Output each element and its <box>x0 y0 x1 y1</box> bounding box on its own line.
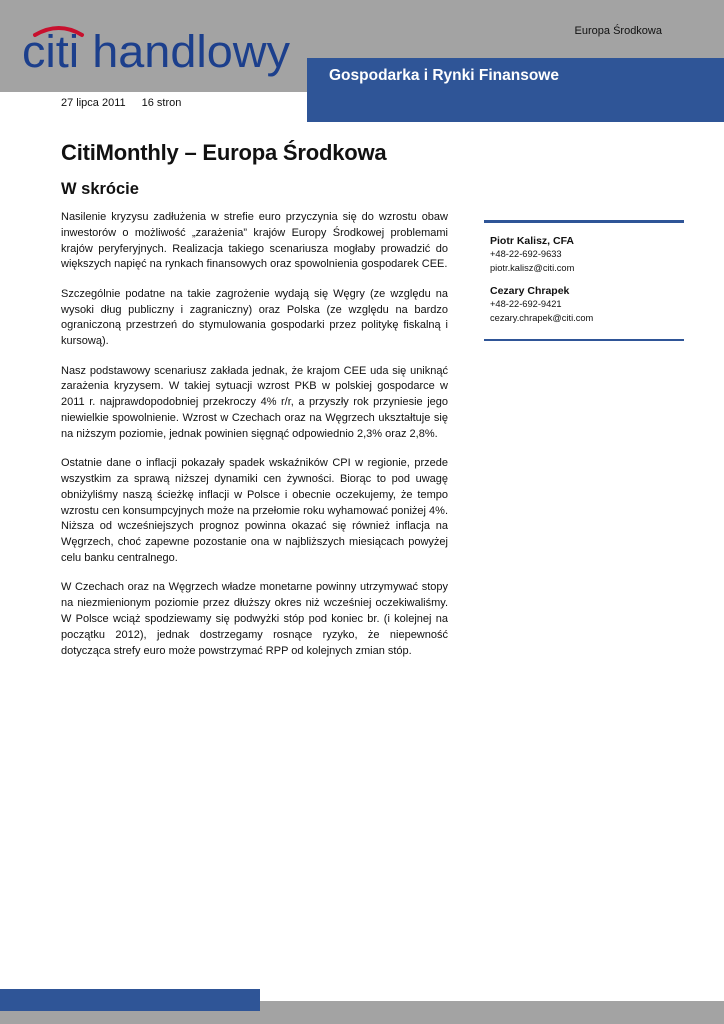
citi-handlowy-logo <box>22 18 294 78</box>
author-contacts <box>484 220 684 341</box>
page-count: 16 stron <box>141 97 182 109</box>
footer-accent-bar <box>0 989 260 1011</box>
paragraph: W Czechach oraz na Węgrzech władze monetarne powinny utrzymywać stopy na niezmienionym poziomie przez dłuższy okres niż wcześniej oczekiwaliśmy. W Polsce wciąż spodziewamy się podwyżki stóp pod koniec br. (i kolejnej na początku 2012), jednak dostrzegamy rosnące ryzyko, że niepewność dotycząca strefy euro może powstrzymać RPP od kolejnych zmian stóp. <box>61 581 448 657</box>
author-phone: +48-22-692-9421 <box>490 299 562 309</box>
section-bar <box>307 58 724 122</box>
author-email[interactable]: cezary.chrapek@citi.com <box>490 312 594 323</box>
document-subtitle: W skrócie <box>61 180 139 198</box>
author-email[interactable]: piotr.kalisz@citi.com <box>490 262 575 273</box>
paragraph: Szczególnie podatne na takie zagrożenie wydają się Węgry (ze względu na wysoki dług publiczny i zagraniczny) oraz Polska (ze względu na bardzo ograniczoną przestrzeń do stymulowania gospodarki przez politykę fiskalną i kursową). <box>61 287 448 348</box>
paragraph: Nasilenie kryzysu zadłużenia w strefie euro przyczynia się do wzrostu obaw inwestorów o możliwość „zarażenia” krajów Europy Środkowej problemami krajów peryferyjnych. Realizacja takiego scenariusza mogłaby prowadzić do większych napięć na rynkach finansowych oraz spowolnienia gospodarek CEE. <box>61 211 448 271</box>
author-entry <box>484 234 684 275</box>
logo-graphic <box>22 18 294 78</box>
author-name: Piotr Kalisz, CFA <box>490 235 575 247</box>
body-text <box>61 210 448 673</box>
section-title: Gospodarka i Rynki Finansowe <box>329 67 559 84</box>
paragraph: Ostatnie dane o inflacji pokazały spadek wskaźników CPI w regionie, przede wszystkim za sprawą niższej dynamiki cen żywności. Biorąc to pod uwagę obniżyliśmy naszą ścieżkę inflacji w Polsce i obecnie oczekujemy, że tempo wzrostu cen konsumpcyjnych może na przełomie roku wyhamować poniżej 4%. Niższa od wcześniejszych prognoz powinna okazać się również inflacja na Węgrzech, choć zapewne pozostanie ona w najbliższych miesiącach powyżej celu banku centralnego. <box>61 457 449 564</box>
author-entry <box>484 284 684 325</box>
paragraph: Nasz podstawowy scenariusz zakłada jednak, że krajom CEE uda się uniknąć zarażenia kryzysem. W takiej sytuacji wzrost PKB w polskiej gospodarce w 2011 r. najprawdopodobniej przekroczy 4% r/r, a przyszły rok przyniesie jego niewielkie spowolnienie. Wzrost w Czechach oraz na Węgrzech ukształtuje się na niższym poziomie, jednak powinien sięgnąć odpowiednio 2,3% oraz 2,8%. <box>61 364 448 440</box>
author-name: Cezary Chrapek <box>490 285 570 297</box>
document-title: CitiMonthly – Europa Środkowa <box>61 140 387 165</box>
publication-date: 27 lipca 2011 <box>61 97 126 109</box>
logo-text: citi handlowy <box>22 26 291 77</box>
region-label: Europa Środkowa <box>574 25 662 37</box>
divider-bottom <box>484 339 684 341</box>
document-meta <box>61 97 181 109</box>
author-phone: +48-22-692-9633 <box>490 249 562 259</box>
